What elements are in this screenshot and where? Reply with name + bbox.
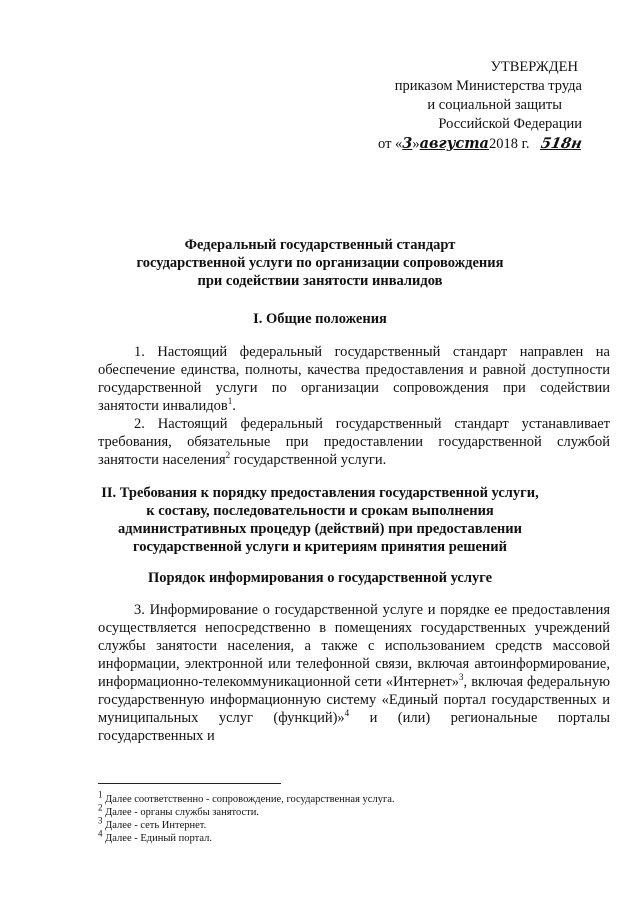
footnote-4: $^4$ Далее - Единый портал. bbox=[98, 828, 212, 844]
approval-line-ministry: приказом Министерства труда bbox=[394, 78, 582, 94]
paragraph-3: 3. Информирование о государственной услуге и порядке ее предоставления осуществляется непосредственно в помещениях государственных учреждений службы занятости населения, а также с использованием средств массовой информации, электронной или телефонной связи, включая автоинформирование, информационно-телекоммуникационной сети «Интернет»$^3$, включая федеральную государственную информационную систему «Единый портал государственных и муниципальных услуг (функций)»$^4$ и (или) региональные порталы государственных и bbox=[98, 602, 610, 744]
section-2-line-3: административных процедур (действий) при предоставлении bbox=[117, 521, 522, 537]
footnote-ref-4: 4 bbox=[344, 708, 350, 719]
section-2-line-4: государственной услуги и критериям принятия решений bbox=[133, 539, 507, 555]
date-mid: » bbox=[412, 136, 420, 152]
date-day-handwritten: 3 bbox=[402, 135, 413, 152]
paragraph-2: 2. Настоящий федеральный государственный стандарт устанавливает требования, обязательные при предоставлении государственной службой занятости населения$^2$ государственной услуги. bbox=[98, 416, 610, 468]
approval-stamp bbox=[332, 58, 582, 154]
registration-number-handwritten: 518н bbox=[539, 135, 584, 152]
footnote-ref-1: 1 bbox=[227, 396, 233, 407]
approval-title: УТВЕРЖДЕН bbox=[490, 59, 578, 75]
approval-line-social: и социальной защиты bbox=[427, 97, 562, 113]
subsection-heading: Порядок информирования о государственной услуге bbox=[147, 570, 493, 586]
footnotes bbox=[98, 789, 498, 845]
title-line-1: Федеральный государственный стандарт bbox=[184, 237, 456, 253]
section-2-heading bbox=[0, 484, 640, 556]
approval-line-federation: Российской Федерации bbox=[438, 116, 582, 132]
title-line-2: государственной услуги по организации сопровождения bbox=[136, 255, 504, 271]
footnote-ref-2: 2 bbox=[225, 450, 231, 461]
footnote-ref-3: 3 bbox=[459, 672, 464, 683]
section-1-heading: I. Общие положения bbox=[253, 311, 387, 327]
section-2-line-2: к составу, последовательности и срокам выполнения bbox=[146, 503, 494, 519]
paragraph-1: 1. Настоящий федеральный государственный стандарт направлен на обеспечение единства, полноты, качества предоставления и равной доступности государственной услуги по организации сопровождения при содействии занятости инвалидов$^1$. bbox=[98, 344, 610, 414]
section-2-line-1: II. Требования к порядку предоставления государственной услуги, bbox=[101, 485, 539, 501]
footnote-divider bbox=[98, 783, 281, 784]
date-month-handwritten: августа bbox=[419, 135, 489, 152]
document-title bbox=[0, 236, 640, 290]
section-1-body bbox=[98, 343, 610, 469]
footnote-1: $^1$ Далее соответственно - сопровождение, государственная услуга. bbox=[98, 789, 395, 805]
date-prefix: от « bbox=[378, 136, 403, 152]
title-line-3: при содействии занятости инвалидов bbox=[197, 273, 443, 289]
footnote-2: $^2$ Далее - органы службы занятости. bbox=[98, 802, 259, 818]
footnote-3: $^3$ Далее - сеть Интернет. bbox=[98, 815, 207, 831]
subsection-body bbox=[98, 601, 610, 745]
approval-date-line bbox=[332, 134, 582, 154]
date-suffix: 2018 г. bbox=[488, 136, 530, 152]
